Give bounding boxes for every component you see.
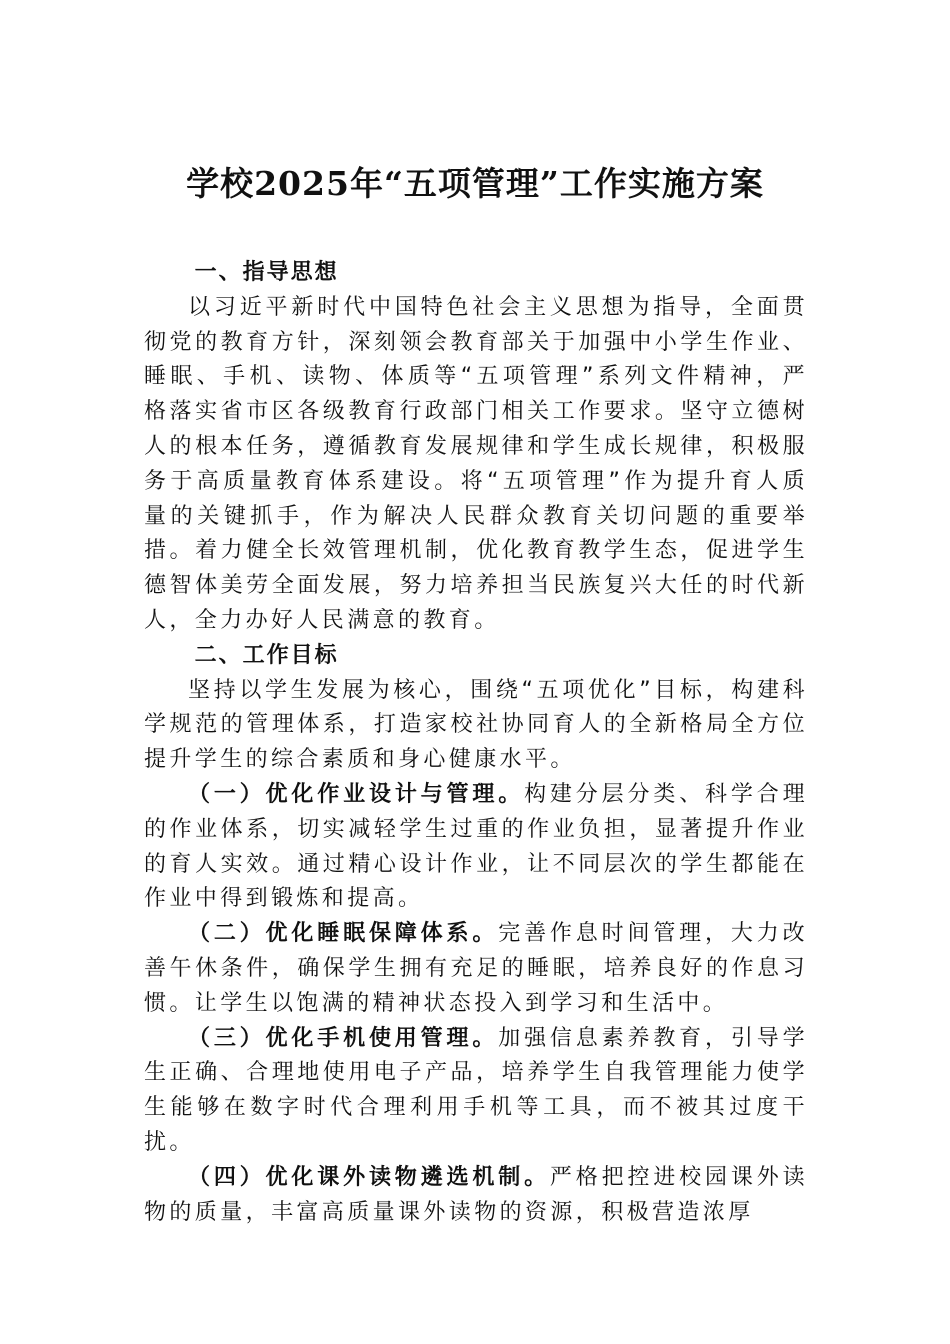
goal-item-phone-lead: （三）优化手机使用管理。 — [188, 1025, 499, 1051]
goal-item-sleep-text: 完善作息时间管理，大力改善午休条件，确保学生拥有充足的睡眠，培养良好的作息习惯。让学生以饱满的精神状态投入到学习和生活中。 — [144, 921, 808, 1016]
goal-item-reading — [144, 1161, 808, 1231]
goal-item-homework-text: 构建分层分类、科学合理的作业体系，切实减轻学生过重的作业负担，显著提升作业的育人实效。通过精心设计作业，让不同层次的学生都能在作业中得到锻炼和提高。 — [144, 781, 808, 912]
goal-item-sleep — [144, 917, 808, 1021]
goal-item-homework-lead: （一）优化作业设计与管理。 — [188, 781, 525, 807]
goal-item-phone-text: 加强信息素养教育，引导学生正确、合理地使用电子产品，培养学生自我管理能力使学生能够在数字时代合理利用手机等工具，而不被其过度干扰。 — [144, 1025, 808, 1155]
guiding-ideology-paragraph: 以习近平新时代中国特色社会主义思想为指导，全面贯彻党的教育方针，深刻领会教育部关于加强中小学生作业、睡眠、手机、读物、体质等“五项管理”系列文件精神，严格落实省市区各级教育行政部门相关工作要求。坚守立德树人的根本任务，遵循教育发展规律和学生成长规律，积极服务于高质量教育体系建设。将“五项管理”作为提升育人质量的关键抓手，作为解决人民群众教育关切问题的重要举措。着力健全长效管理机制，优化教育教学生态，促进学生德智体美劳全面发展，努力培养担当民族复兴大任的时代新人，全力办好人民满意的教育。 — [144, 294, 808, 633]
goal-item-reading-lead: （四）优化课外读物遴选机制。 — [188, 1164, 550, 1190]
work-goals-paragraph: 坚持以学生发展为核心，围绕“五项优化”目标，构建科学规范的管理体系，打造家校社协同育人的全新格局全方位提升学生的综合素质和身心健康水平。 — [144, 677, 808, 773]
section-heading-work-goals: 二、工作目标 — [194, 642, 339, 668]
document-body — [144, 256, 808, 1230]
document-title: 学校2025年“五项管理”工作实施方案 — [186, 164, 764, 203]
goal-item-homework — [144, 778, 808, 917]
section-heading-guiding-ideology: 一、指导思想 — [194, 260, 339, 285]
goal-item-phone — [144, 1022, 808, 1161]
goal-item-reading-text: 严格把控进校园课外读物的质量，丰富高质量课外读物的资源，积极营造浓厚 — [144, 1164, 808, 1225]
goal-item-sleep-lead: （二）优化睡眠保障体系。 — [188, 921, 499, 947]
